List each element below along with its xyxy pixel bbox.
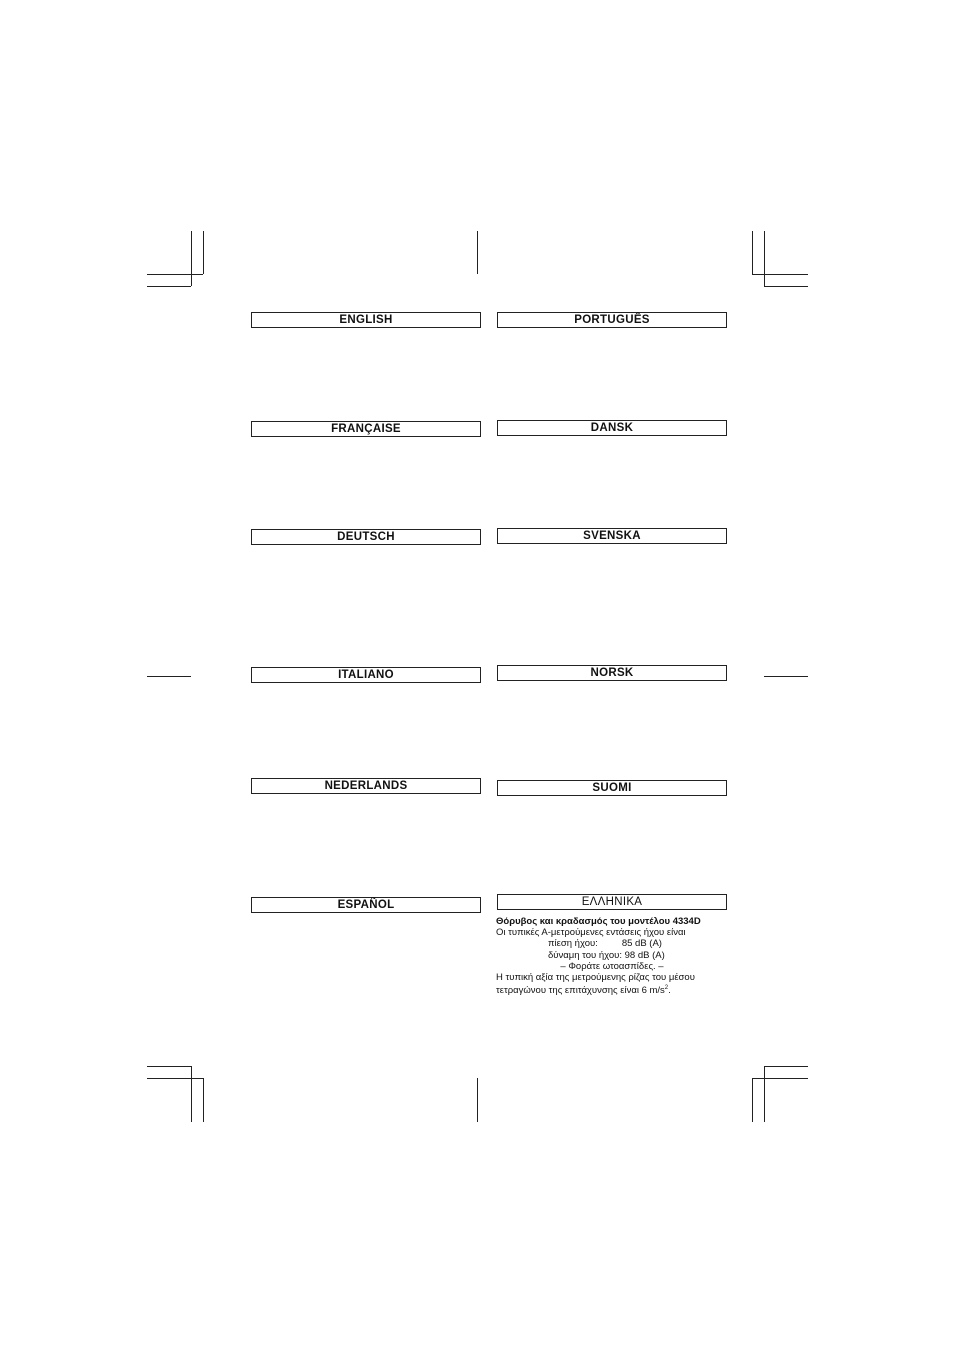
sound-power-value: 98 dB (A) [624, 949, 665, 961]
ear-protection-warning: – Φοράτε ωτοασπίδες. – [560, 960, 664, 972]
crop-mark [203, 1078, 204, 1122]
section-header-svenska: SVENSKA [497, 528, 727, 544]
crop-mark [477, 231, 478, 274]
crop-mark [752, 231, 753, 274]
crop-mark [147, 274, 203, 275]
section-header-francaise: FRANÇAISE [251, 421, 481, 437]
crop-mark [191, 1066, 192, 1122]
section-header-nederlands: NEDERLANDS [251, 778, 481, 794]
crop-mark [752, 1078, 808, 1079]
section-header-italiano: ITALIANO [251, 667, 481, 683]
vibration-unit-superscript: 2 [664, 985, 669, 992]
greek-intro-text: Οι τυπικές Α-μετρούμενες εντάσεις ήχου είναι [496, 927, 686, 939]
section-header-dansk: DANSK [497, 420, 727, 436]
crop-mark [764, 676, 808, 677]
section-header-ellinika: ΕΛΛΗΝΙΚΑ [497, 894, 727, 910]
sound-pressure-value: 85 dB (A) [621, 938, 662, 950]
crop-mark [764, 231, 765, 286]
sound-power-label: δύναμη του ήχου: [548, 949, 622, 961]
section-header-portugues: PORTUGUÊS [497, 312, 727, 328]
vibration-text-line2 [496, 983, 728, 996]
crop-mark [764, 1066, 808, 1067]
crop-mark [191, 231, 192, 286]
section-header-suomi: SUOMI [497, 780, 727, 796]
section-header-espanol: ESPAÑOL [251, 897, 481, 913]
crop-mark [752, 274, 808, 275]
greek-section-body [496, 916, 728, 997]
crop-mark [764, 286, 808, 287]
section-header-english: ENGLISH [251, 312, 481, 328]
crop-mark [764, 1066, 765, 1122]
section-header-deutsch: DEUTSCH [251, 529, 481, 545]
sound-pressure-line [496, 938, 728, 949]
vibration-text-line1: Η τυπική αξία της μετρούμενης ρίζας του μέσου [496, 972, 695, 984]
crop-mark [752, 1078, 753, 1122]
sound-pressure-label: πίεση ήχου: [548, 938, 598, 950]
crop-mark [147, 676, 191, 677]
crop-mark [477, 1078, 478, 1122]
greek-section-title: Θόρυβος και κραδασμός του μοντέλου 4334D [496, 916, 701, 927]
crop-mark [147, 1078, 203, 1079]
sound-power-line [496, 950, 728, 961]
crop-mark [203, 231, 204, 274]
crop-mark [147, 1066, 191, 1067]
vibration-text-end: . [668, 985, 671, 997]
crop-mark [147, 286, 191, 287]
section-header-norsk: NORSK [497, 665, 727, 681]
vibration-text: τετραγώνου της επιτάχυνσης είναι 6 m/s [496, 985, 665, 997]
